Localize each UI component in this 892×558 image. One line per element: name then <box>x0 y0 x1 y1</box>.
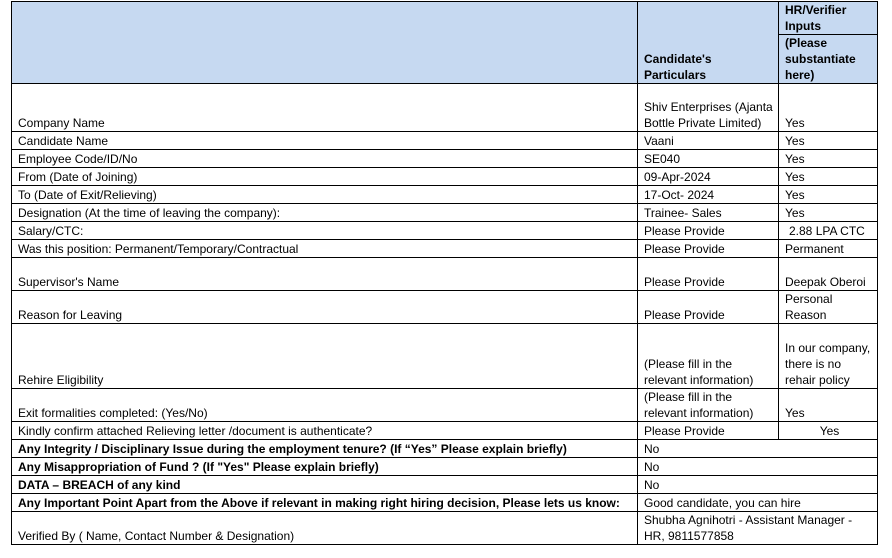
row-candidate-name <box>12 132 878 150</box>
label-important-point: Any Important Point Apart from the Above if relevant in making right hiring decision, Please lets us know: <box>12 494 638 512</box>
answer-data-breach: No <box>638 476 878 494</box>
label-company-name: Company Name <box>12 84 638 132</box>
candidate-employee-code: SE040 <box>638 150 779 168</box>
row-salary <box>12 222 878 240</box>
verifier-supervisor-name: Deepak Oberoi <box>779 258 878 291</box>
verifier-company-name: Yes <box>779 84 878 132</box>
label-date-of-joining: From (Date of Joining) <box>12 168 638 186</box>
verifier-relieving-letter: Yes <box>779 422 878 440</box>
label-position-type: Was this position: Permanent/Temporary/Contractual <box>12 240 638 258</box>
header-blank-cell <box>12 2 638 84</box>
row-supervisor-name <box>12 258 878 291</box>
candidate-company-name: Shiv Enterprises (Ajanta Bottle Private Limited) <box>638 84 779 132</box>
verifier-exit-formalities: Yes <box>779 389 878 422</box>
label-designation: Designation (At the time of leaving the company): <box>12 204 638 222</box>
value-verified-by: Shubha Agnihotri - Assistant Manager - HR, 9811577858 <box>638 512 878 545</box>
header-row <box>12 2 878 35</box>
label-supervisor-name: Supervisor's Name <box>12 258 638 291</box>
label-integrity-issue: Any Integrity / Disciplinary Issue during the employment tenure? (If “Yes” Please explain briefly) <box>12 440 638 458</box>
employment-verification-table <box>11 1 878 545</box>
row-rehire-eligibility <box>12 324 878 389</box>
candidate-exit-formalities: (Please fill in the relevant information) <box>638 389 779 422</box>
header-please-substantiate: (Please substantiate here) <box>779 35 878 84</box>
verifier-designation: Yes <box>779 204 878 222</box>
label-rehire-eligibility: Rehire Eligibility <box>12 324 638 389</box>
verifier-date-of-joining: Yes <box>779 168 878 186</box>
row-integrity-issue <box>12 440 878 458</box>
verifier-employee-code: Yes <box>779 150 878 168</box>
label-date-of-exit: To (Date of Exit/Relieving) <box>12 186 638 204</box>
answer-integrity-issue: No <box>638 440 878 458</box>
candidate-date-of-exit: 17-Oct- 2024 <box>638 186 779 204</box>
row-exit-formalities <box>12 389 878 422</box>
row-relieving-letter <box>12 422 878 440</box>
candidate-candidate-name: Vaani <box>638 132 779 150</box>
label-verified-by: Verified By ( Name, Contact Number & Designation) <box>12 512 638 545</box>
header-hr-verifier-inputs: HR/Verifier Inputs <box>779 2 878 35</box>
verifier-position-type: Permanent <box>779 240 878 258</box>
row-misappropriation <box>12 458 878 476</box>
candidate-salary: Please Provide <box>638 222 779 240</box>
candidate-designation: Trainee- Sales <box>638 204 779 222</box>
label-data-breach: DATA – BREACH of any kind <box>12 476 638 494</box>
candidate-date-of-joining: 09-Apr-2024 <box>638 168 779 186</box>
row-position-type <box>12 240 878 258</box>
candidate-reason-for-leaving: Please Provide <box>638 291 779 324</box>
label-candidate-name: Candidate Name <box>12 132 638 150</box>
row-reason-for-leaving <box>12 291 878 324</box>
candidate-rehire-eligibility: (Please fill in the relevant information) <box>638 324 779 389</box>
header-candidate-particulars: Candidate's Particulars <box>638 2 779 84</box>
label-reason-for-leaving: Reason for Leaving <box>12 291 638 324</box>
answer-misappropriation: No <box>638 458 878 476</box>
candidate-relieving-letter: Please Provide <box>638 422 779 440</box>
row-designation <box>12 204 878 222</box>
verifier-reason-for-leaving: Personal Reason <box>779 291 878 324</box>
verifier-candidate-name: Yes <box>779 132 878 150</box>
label-salary: Salary/CTC: <box>12 222 638 240</box>
candidate-position-type: Please Provide <box>638 240 779 258</box>
label-exit-formalities: Exit formalities completed: (Yes/No) <box>12 389 638 422</box>
verifier-rehire-eligibility: In our company, there is no rehair policy <box>779 324 878 389</box>
row-data-breach <box>12 476 878 494</box>
label-relieving-letter: Kindly confirm attached Relieving letter /document is authenticate? <box>12 422 638 440</box>
row-important-point <box>12 494 878 512</box>
label-employee-code: Employee Code/ID/No <box>12 150 638 168</box>
row-date-of-exit <box>12 186 878 204</box>
answer-important-point: Good candidate, you can hire <box>638 494 878 512</box>
row-employee-code <box>12 150 878 168</box>
row-company-name <box>12 84 878 132</box>
label-misappropriation: Any Misappropriation of Fund ? (If "Yes" Please explain briefly) <box>12 458 638 476</box>
candidate-supervisor-name: Please Provide <box>638 258 779 291</box>
row-date-of-joining <box>12 168 878 186</box>
verifier-date-of-exit: Yes <box>779 186 878 204</box>
verifier-salary: 2.88 LPA CTC <box>779 222 878 240</box>
row-verified-by <box>12 512 878 545</box>
